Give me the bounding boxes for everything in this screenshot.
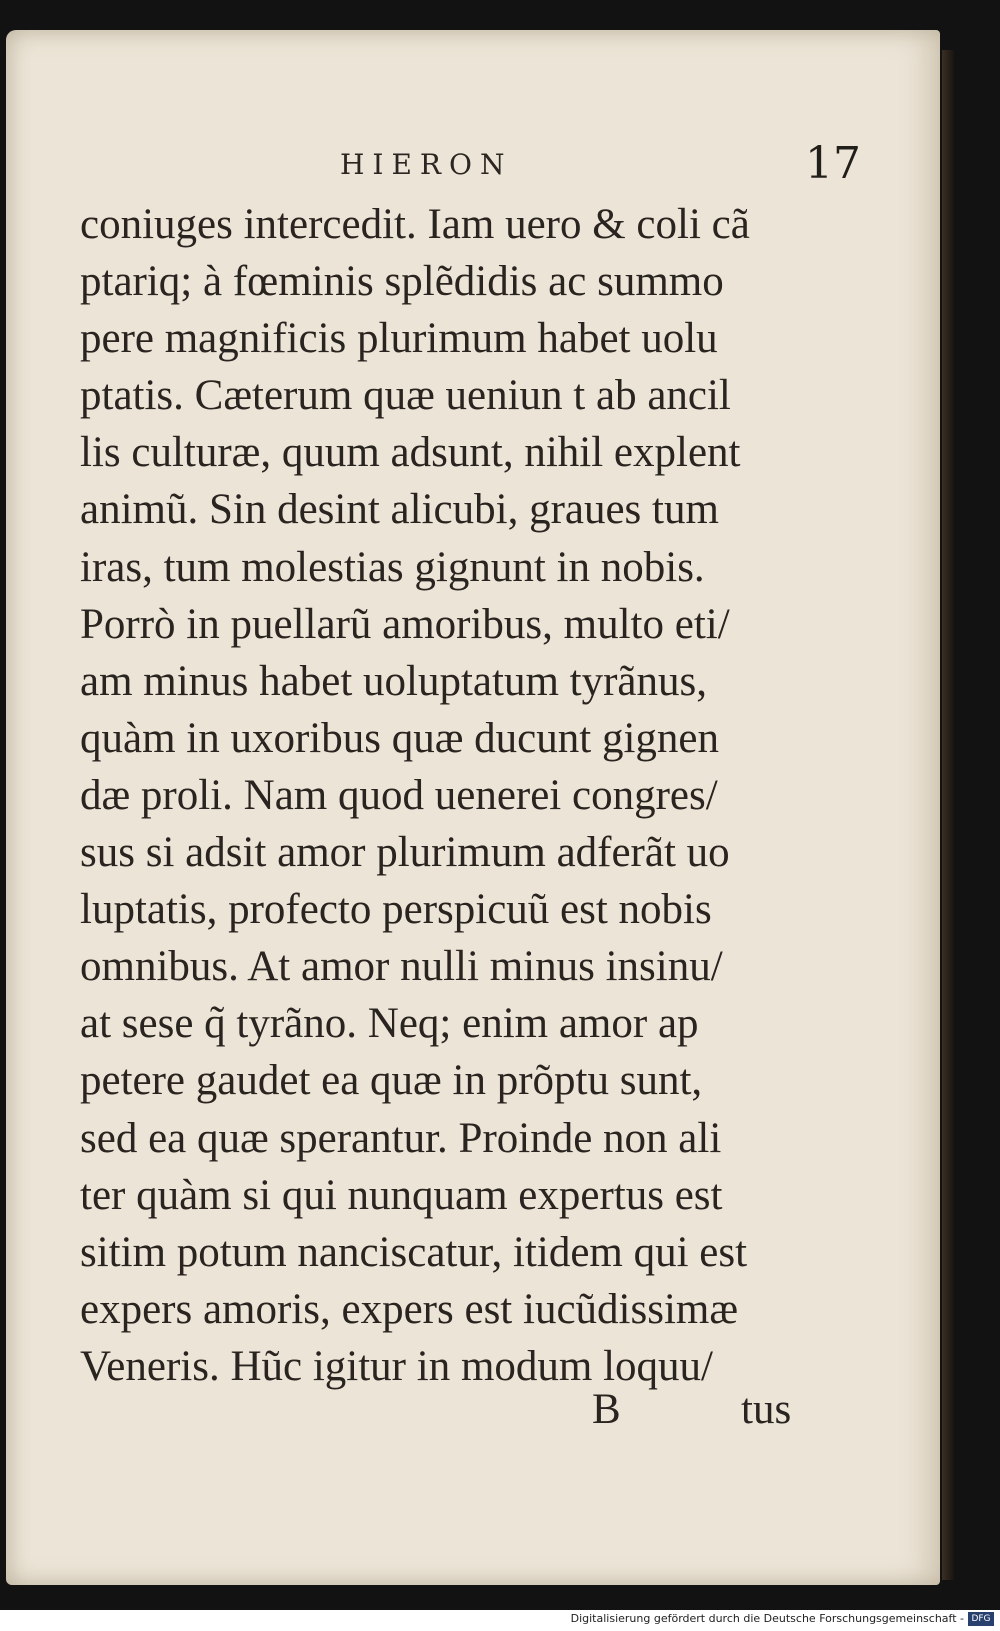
signature-mark: B — [592, 1386, 621, 1433]
page-number: 17 — [805, 138, 861, 189]
digitization-credit: Digitalisierung gefördert durch die Deutsche Forschungsgemeinschaft - — [570, 1612, 964, 1625]
text-line: petere gaudet ea quæ in prõptu sunt, — [80, 1057, 703, 1105]
text-line: Porrò in puellarũ amoribus, multo eti/ — [80, 600, 730, 648]
text-line: quàm in uxoribus quæ ducunt gignen — [80, 714, 719, 762]
text-line: luptatis, profecto perspicuũ est nobis — [80, 886, 712, 934]
catchword: tus — [741, 1386, 792, 1433]
text-line: ptariq; à fœminis splẽdidis ac summo — [80, 258, 724, 306]
text-line: am minus habet uoluptatum tyrãnus, — [80, 657, 707, 705]
text-line: ter quàm si qui nunquam expertus est — [80, 1171, 723, 1219]
text-line: coniuges intercedit. Iam uero & coli cã — [80, 201, 750, 248]
text-line: Veneris. Hũc igitur in modum loquu/ — [80, 1342, 713, 1390]
page-edge — [942, 50, 954, 1580]
text-line: sus si adsit amor plurimum adferãt uo — [80, 829, 730, 877]
text-line: pere magnificis plurimum habet uolu — [80, 315, 718, 363]
text-line: omnibus. At amor nulli minus insinu/ — [80, 943, 723, 991]
body-text — [80, 196, 750, 1395]
text-line: lis culturæ, quum adsunt, nihil explent — [80, 429, 741, 477]
text-line: dæ proli. Nam quod uenerei congres/ — [80, 771, 718, 819]
text-line: sitim potum nanciscatur, itidem qui est — [80, 1228, 748, 1276]
text-line: animũ. Sin desint alicubi, graues tum — [80, 486, 719, 534]
text-line: ptatis. Cæterum quæ ueniun t ab ancil — [80, 372, 731, 420]
text-line: sed ea quæ sperantur. Proinde non ali — [80, 1114, 722, 1162]
dfg-logo-icon: DFG — [968, 1612, 994, 1626]
text-line: iras, tum molestias gignunt in nobis. — [80, 543, 705, 591]
running-head: HIERON — [340, 148, 513, 181]
text-line: at sese q̃ tyrãno. Neq; enim amor ap — [80, 1000, 699, 1048]
text-line: expers amoris, expers est iucũdissimæ — [80, 1285, 739, 1333]
